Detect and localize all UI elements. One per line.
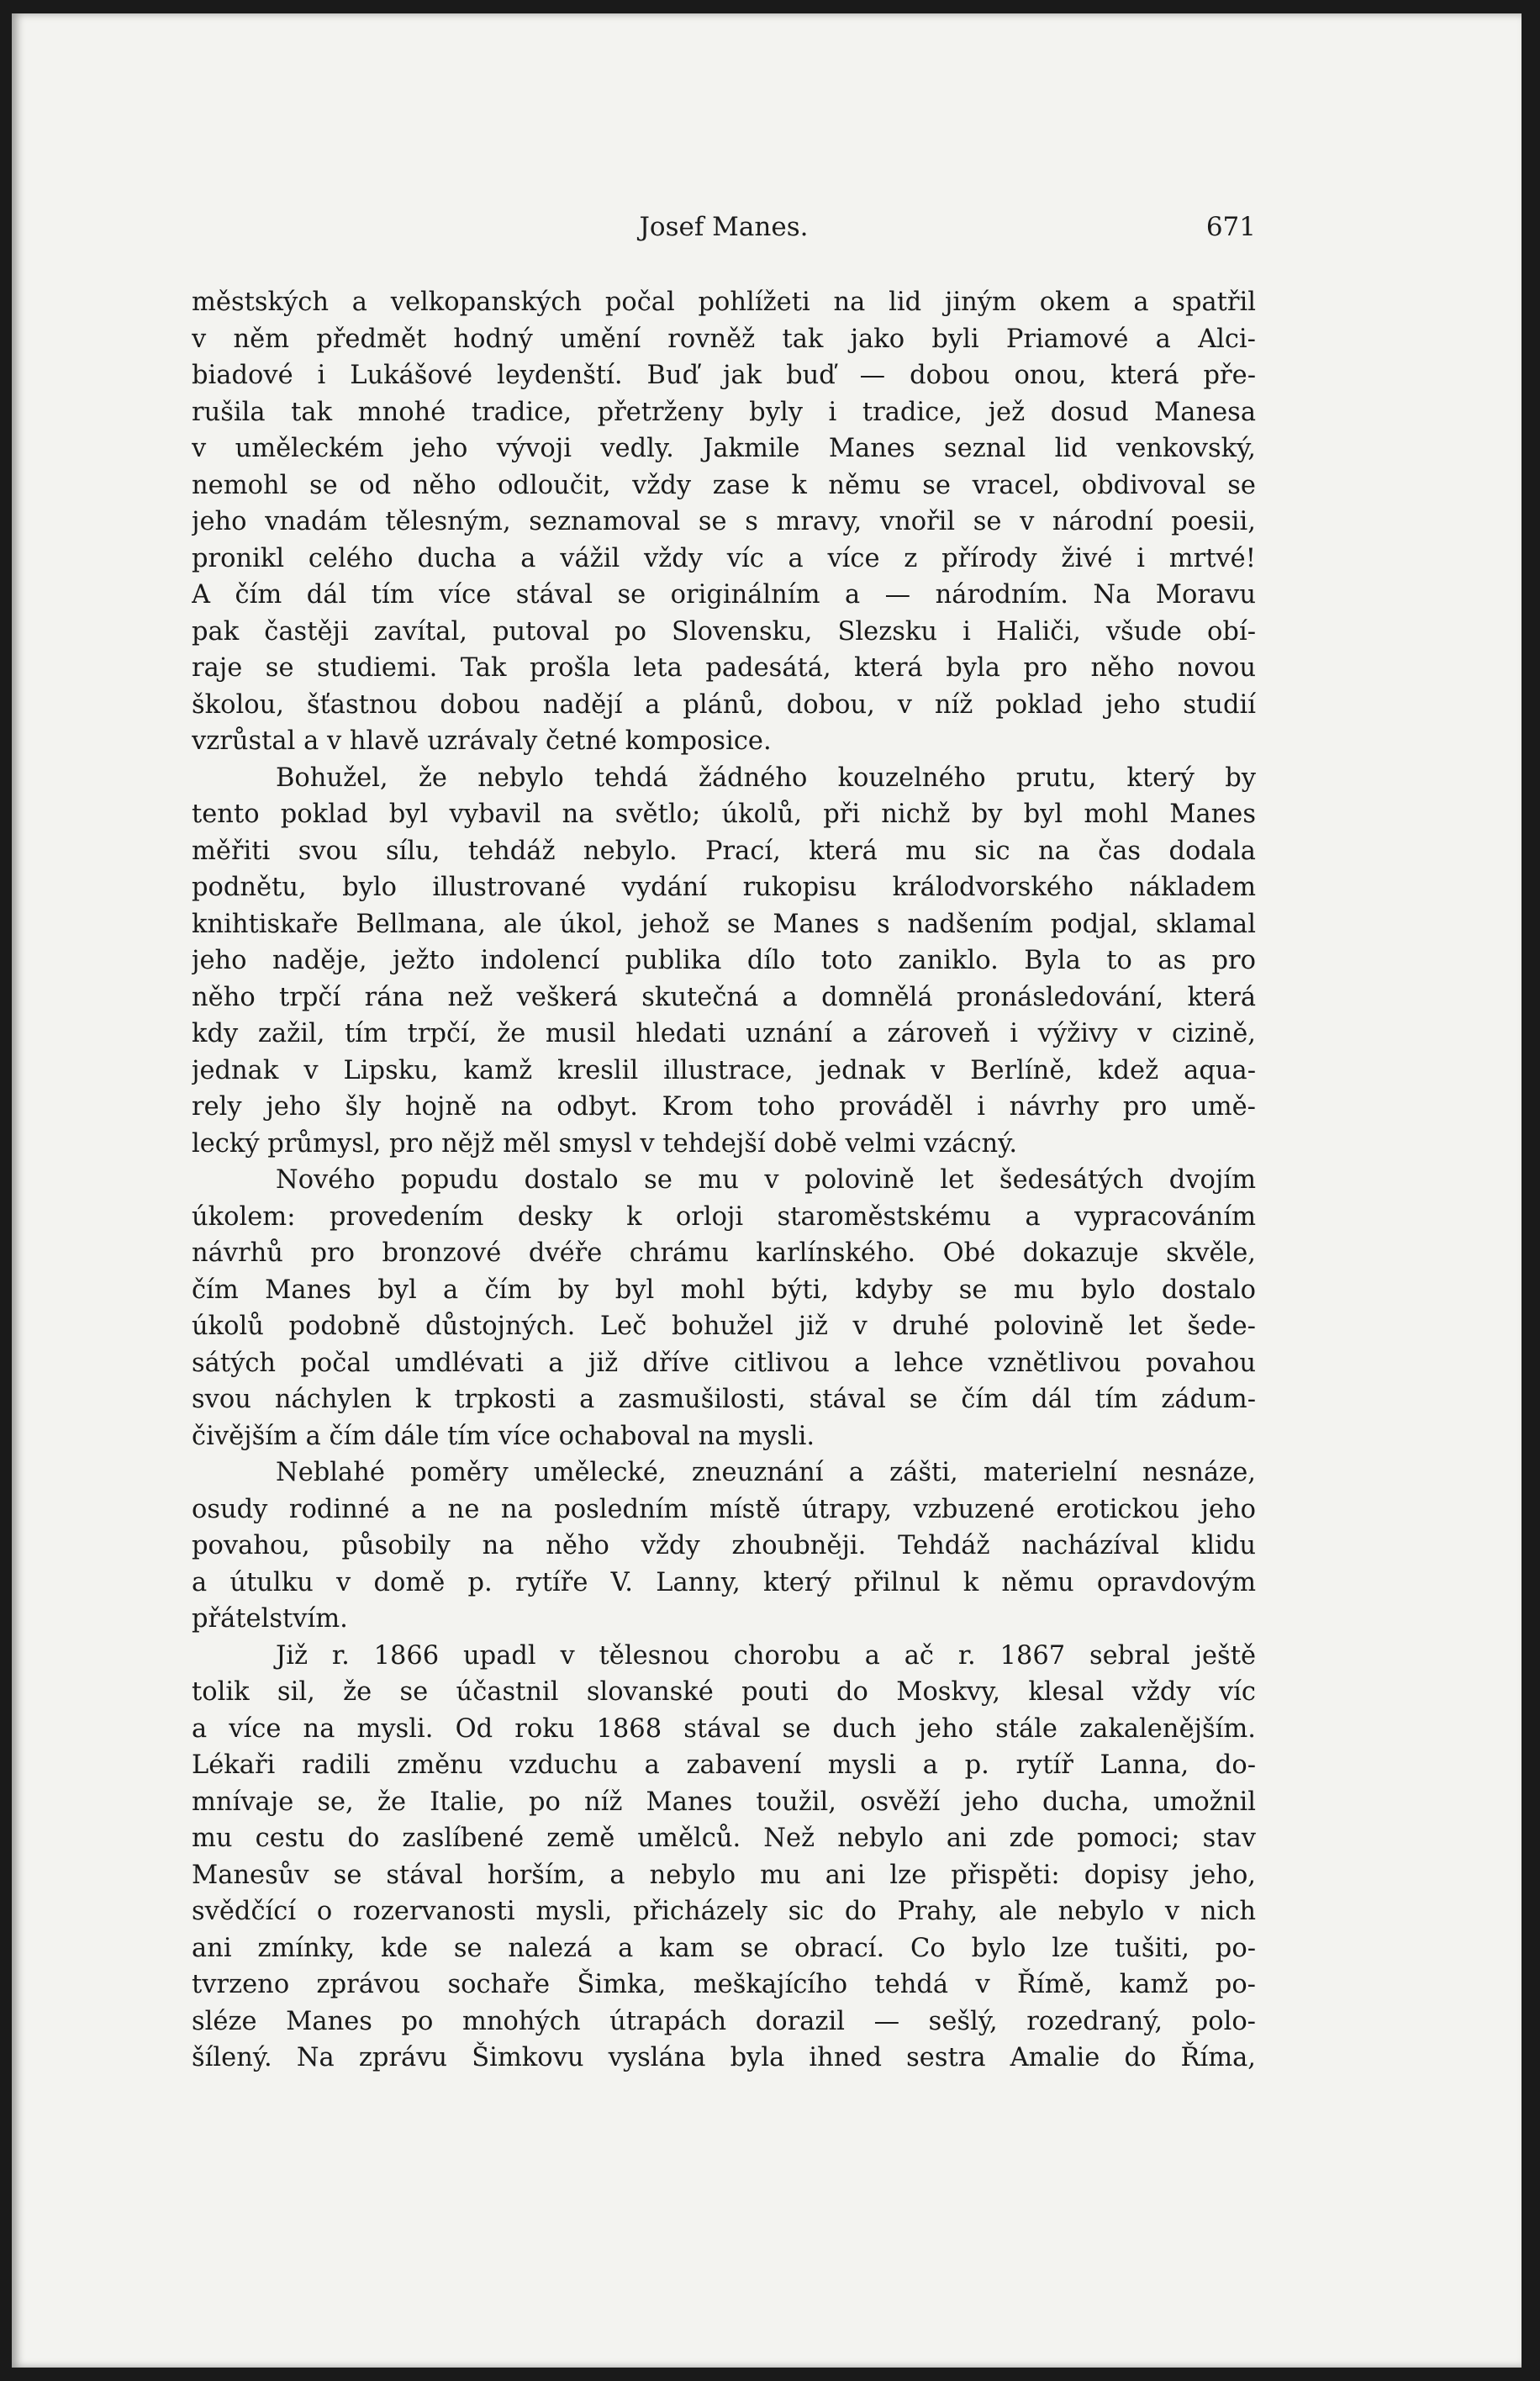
text-line: tento poklad byl vybavil na světlo; úkolů, při nichž by byl mohl Manes (192, 800, 1256, 829)
text-line: sléze Manes po mnohých útrapách dorazil — sešlý, rozedraný, polo- (192, 2006, 1256, 2036)
text-line: nemohl se od něho odloučit, vždy zase k němu se vracel, obdivoval se (192, 470, 1256, 500)
text-line: Již r. 1866 upadl v tělesnou chorobu a ač r. 1867 sebral ještě (276, 1640, 1256, 1671)
text-line: jeho naděje, ježto indolencí publika dílo toto zaniklo. Byla to as pro (192, 946, 1256, 975)
text-line: čivějším a čím dále tím více ochaboval na mysli. (192, 1421, 815, 1451)
text-line: povahou, působily na něho vždy zhoubněji. Tehdáž nacházíval klidu (192, 1531, 1256, 1560)
page-number: 671 (1205, 212, 1256, 242)
text-line: svou náchylen k trpkosti a zasmušilosti, stával se čím dál tím zádum- (192, 1385, 1256, 1414)
running-head (192, 212, 1256, 245)
text-line: něho trpčí rána než veškerá skutečná a domnělá pronásledování, která (192, 982, 1256, 1012)
text-line: šílený. Na zprávu Šimkovu vyslána byla ihned sestra Amalie do Říma, (192, 2043, 1256, 2072)
text-line: jeho vnadám tělesným, seznamoval se s mravy, vnořil se v národní poesii, (192, 507, 1256, 536)
text-line: v něm předmět hodný umění rovněž tak jako byli Priamové a Alci- (192, 324, 1256, 354)
text-line: čím Manes byl a čím by byl mohl býti, kdyby se mu bylo dostalo (192, 1275, 1256, 1305)
text-line: rely jeho šly hojně na odbyt. Krom toho prováděl i návrhy pro umě- (192, 1092, 1256, 1122)
text-line: biadové i Lukášové leydenští. Buď jak buď — dobou onou, která pře- (192, 361, 1256, 390)
text-line: vzrůstal a v hlavě uzrávaly četné komposice. (192, 726, 772, 756)
text-line: Nového popudu dostalo se mu v polovině let šedesátých dvojím (276, 1165, 1256, 1195)
text-line: osudy rodinné a ne na posledním místě útrapy, vzbuzené erotickou jeho (192, 1494, 1256, 1524)
text-line: podnětu, bylo illustrované vydání rukopisu králodvorského nákladem (192, 873, 1256, 902)
text-line: jednak v Lipsku, kamž kreslil illustrace, jednak v Berlíně, kdež aqua- (192, 1055, 1256, 1085)
text-line: sátých počal umdlévati a již dříve citlivou a lehce vznětlivou povahou (192, 1348, 1256, 1378)
text-line: tolik sil, že se účastnil slovanské pouti do Moskvy, klesal vždy víc (192, 1677, 1256, 1707)
text-line: mnívaje se, že Italie, po níž Manes toužil, osvěží jeho ducha, umožnil (192, 1787, 1256, 1817)
text-line: městských a velkopanských počal pohlížeti na lid jiným okem a spatřil (192, 288, 1256, 317)
text-line: Lékaři radili změnu vzduchu a zabavení mysli a p. rytíř Lanna, do- (192, 1750, 1256, 1780)
text-line: v uměleckém jeho vývoji vedly. Jakmile Manes seznal lid venkovský, (192, 434, 1256, 463)
body-text (192, 284, 1256, 2077)
text-line: návrhů pro bronzové dvéře chrámu karlínského. Obé dokazuje skvěle, (192, 1238, 1256, 1268)
text-line: ani zmínky, kde se nalezá a kam se obrací. Co bylo lze tušiti, po- (192, 1933, 1256, 1963)
text-line: a útulku v domě p. rytíře V. Lanny, který přilnul k němu opravdovým (192, 1567, 1256, 1597)
text-line: Bohužel, že nebylo tehdá žádného kouzelného prutu, který by (276, 763, 1256, 793)
text-line: pak častěji zavítal, putoval po Slovensku, Slezsku i Haliči, všude obí- (192, 616, 1256, 647)
text-line: Manesův se stával horším, a nebylo mu ani lze přispěti: dopisy jeho, (192, 1860, 1256, 1890)
text-line: měřiti svou sílu, tehdáž nebylo. Prací, která mu sic na čas dodala (192, 836, 1256, 866)
running-title: Josef Manes. (639, 212, 809, 242)
text-line: raje se studiemi. Tak prošla leta padesátá, která byla pro něho novou (192, 653, 1256, 683)
text-line: kdy zažil, tím trpčí, že musil hledati uznání a zároveň i výživy v cizině, (192, 1019, 1256, 1048)
text-line: A čím dál tím více stával se originálním a — národním. Na Moravu (192, 580, 1256, 610)
text-line: rušila tak mnohé tradice, přetrženy byly i tradice, jež dosud Manesa (192, 397, 1256, 427)
text-line: a více na mysli. Od roku 1868 stával se duch jeho stále zakalenějším. (192, 1713, 1256, 1744)
text-line: mu cestu do zaslíbené země umělců. Než nebylo ani zde pomoci; stav (192, 1824, 1256, 1853)
text-line: tvrzeno zprávou sochaře Šimka, meškajícího tehdá v Římě, kamž po- (192, 1970, 1256, 1999)
text-line: pronikl celého ducha a vážil vždy víc a více z přírody živé i mrtvé! (192, 543, 1256, 573)
text-line: lecký průmysl, pro nějž měl smysl v tehdejší době velmi vzácný. (192, 1128, 1018, 1159)
text-line: přátelstvím. (192, 1604, 348, 1634)
text-line: úkolů podobně důstojných. Leč bohužel již v druhé polovině let šede- (192, 1312, 1256, 1341)
text-line: školou, šťastnou dobou nadějí a plánů, dobou, v níž poklad jeho studií (192, 689, 1256, 720)
book-page (12, 13, 1522, 2368)
text-line: Neblahé poměry umělecké, zneuznání a zášti, materielní nesnáze, (276, 1458, 1256, 1487)
text-line: knihtiskaře Bellmana, ale úkol, jehož se Manes s nadšením podjal, sklamal (192, 909, 1256, 939)
text-line: svědčící o rozervanosti mysli, přicházely sic do Prahy, ale nebylo v nich (192, 1897, 1256, 1926)
text-line: úkolem: provedením desky k orloji staroměstskému a vypracováním (192, 1201, 1256, 1232)
